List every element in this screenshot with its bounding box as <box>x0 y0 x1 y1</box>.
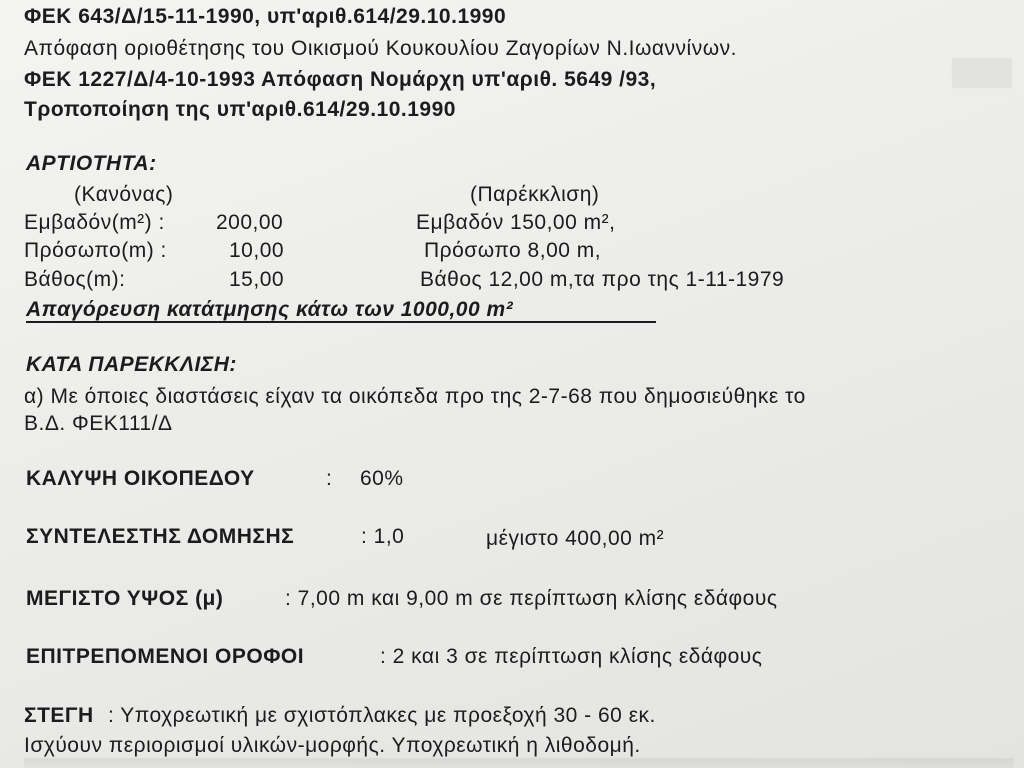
fek-643-line: ΦΕΚ 643/Δ/15-11-1990, υπ'αριθ.614/29.10.1990 <box>24 5 507 28</box>
boundary-decision-line: Απόφαση οριοθέτησης του Οικισμού Κουκουλίου Ζαγορίων Ν.Ιωαννίνων. <box>24 37 737 60</box>
exception-clause-line-2: Β.Δ. ΦΕΚ111/Δ <box>24 412 173 435</box>
roof-label: ΣΤΕΓΗ <box>24 704 94 727</box>
prohibition-underline <box>26 321 656 323</box>
exception-clause-line-1: α) Με όποιες διαστάσεις είχαν τα οικόπεδα προ της 2-7-68 που δημοσιεύθηκε το <box>24 385 806 408</box>
amendment-line: Τροποποίηση της υπ'αριθ.614/29.10.1990 <box>24 98 456 121</box>
max-height-label: ΜΕΓΙΣΤΟ ΥΨΟΣ (μ) <box>26 587 224 610</box>
allowed-floors-value: : 2 και 3 σε περίπτωση κλίσης εδάφους <box>380 645 763 668</box>
exception-depth: Βάθος 12,00 m,τα προ της 1-11-1979 <box>420 268 785 291</box>
coverage-label: ΚΑΛΥΨΗ ΟΙΚΟΠΕΔΟΥ <box>26 467 255 490</box>
artiotita-heading: ΑΡΤΙΟΤΗΤΑ: <box>26 152 157 175</box>
coverage-value: 60% <box>360 467 404 490</box>
rule-frontage-label: Πρόσωπο(m) : <box>24 239 167 262</box>
building-ratio-label: ΣΥΝΤΕΛΕΣΤΗΣ ΔΟΜΗΣΗΣ <box>26 525 295 548</box>
rule-depth-label: Βάθος(m): <box>24 268 126 291</box>
subdivision-prohibition: Απαγόρευση κατάτμησης κάτω των 1000,00 m² <box>26 298 514 321</box>
bleed-through-mark <box>952 58 1012 88</box>
exception-heading: ΚΑΤΑ ΠΑΡΕΚΚΛΙΣΗ: <box>26 353 237 376</box>
exception-area: Εμβαδόν 150,00 m², <box>416 211 616 234</box>
rule-area-label: Εμβαδόν(m²) : <box>24 211 165 234</box>
rule-area-value: 200,00 <box>216 211 284 234</box>
roof-value: : Υποχρεωτική με σχιστόπλακες με προεξοχή 30 - 60 εκ. <box>108 704 656 727</box>
rule-frontage-value: 10,00 <box>229 239 285 262</box>
exception-column-label: (Παρέκκλιση) <box>470 183 600 206</box>
rule-depth-value: 15,00 <box>229 268 285 291</box>
rule-column-label: (Κανόνας) <box>74 183 174 206</box>
cutoff-text-line <box>24 758 1014 768</box>
coverage-colon: : <box>326 467 333 490</box>
exception-frontage: Πρόσωπο 8,00 m, <box>424 239 602 262</box>
max-height-value: : 7,00 m και 9,00 m σε περίπτωση κλίσης εδάφους <box>285 587 778 610</box>
building-ratio-max: μέγιστο 400,00 m² <box>486 527 665 550</box>
fek-1227-line: ΦΕΚ 1227/Δ/4-10-1993 Απόφαση Νομάρχη υπ'αριθ. 5649 /93, <box>24 68 657 91</box>
building-ratio-value: : 1,0 <box>361 525 405 548</box>
allowed-floors-label: ΕΠΙΤΡΕΠΟΜΕΝΟΙ ΟΡΟΦΟΙ <box>26 645 305 668</box>
roof-restrictions-line: Ισχύουν περιορισμοί υλικών-μορφής. Υποχρεωτική η λιθοδομή. <box>24 734 641 757</box>
